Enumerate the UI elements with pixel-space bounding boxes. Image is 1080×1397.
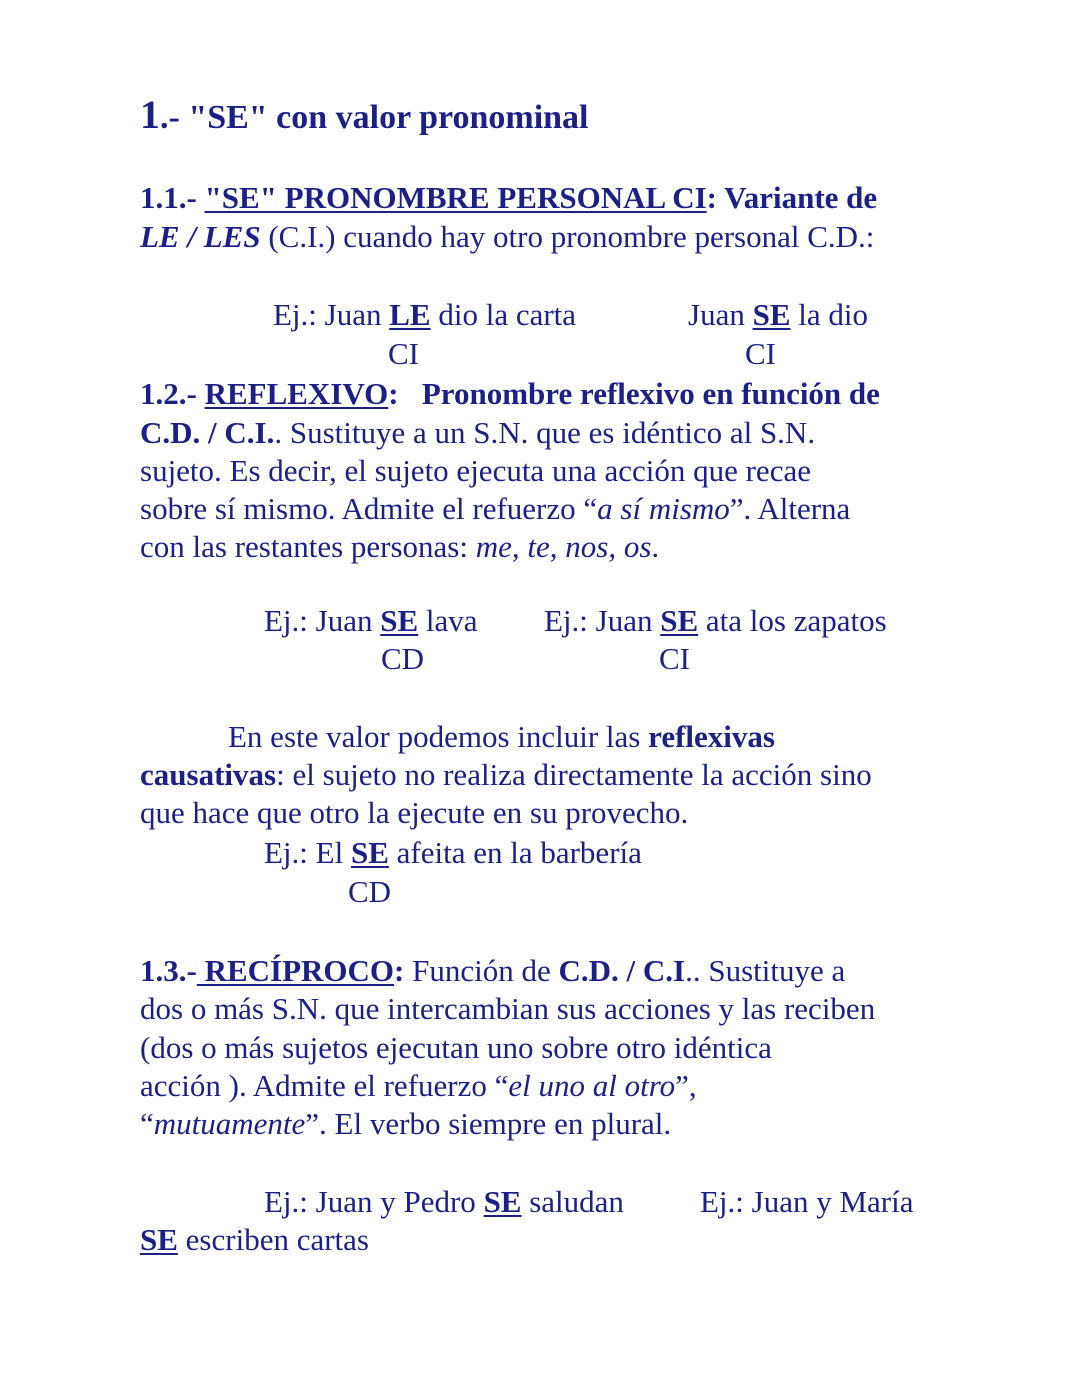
example-1-2-b-label: CI xyxy=(659,641,690,676)
subsection-1-2-line4: sobre sí mismo. Admite el refuerzo “a sí mismo”. Alterna xyxy=(140,491,851,526)
causativas-line2: causativas: el sujeto no realiza directamente la acción sino xyxy=(140,757,872,792)
causativas-line3: que hace que otro la ejecute en su provecho. xyxy=(140,795,689,830)
example-1-3-b-continued: SE escriben cartas xyxy=(140,1222,369,1257)
example-1-2-a: Ej.: Juan SE lava xyxy=(264,603,478,638)
example-1-1-a: Ej.: Juan LE dio la carta xyxy=(273,297,577,332)
section-title: 1.- "SE" con valor pronominal xyxy=(140,92,589,137)
subsection-1-3-line2: dos o más S.N. que intercambian sus acciones y las reciben xyxy=(140,991,876,1026)
causativas-line1: En este valor podemos incluir las reflexivas xyxy=(228,719,775,754)
example-1-2-a-label: CD xyxy=(381,641,425,676)
subsection-1-3-heading: 1.3.- RECÍPROCO: Función de C.D. / C.I.. Sustituye a xyxy=(140,953,846,988)
example-1-1-b: Juan SE la dio xyxy=(688,297,868,332)
subsection-1-3-line4: acción ). Admite el refuerzo “el uno al otro”, xyxy=(140,1068,697,1103)
example-1-2-b: Ej.: Juan SE ata los zapatos xyxy=(544,603,887,638)
example-1-3-b: Ej.: Juan y María xyxy=(700,1184,914,1219)
subsection-1-3-line3: (dos o más sujetos ejecutan uno sobre otro idéntica xyxy=(140,1030,772,1065)
example-causativa: Ej.: El SE afeita en la barbería xyxy=(264,835,642,870)
example-1-3-a: Ej.: Juan y Pedro SE saludan xyxy=(264,1184,624,1219)
example-1-1-b-label: CI xyxy=(745,336,776,371)
subsection-1-2-line5: con las restantes personas: me, te, nos, os. xyxy=(140,529,660,564)
subsection-1-1-line2: LE / LES (C.I.) cuando hay otro pronombre personal C.D.: xyxy=(140,219,875,254)
example-1-1-a-label: CI xyxy=(388,336,419,371)
subsection-1-2-line2: C.D. / C.I.. Sustituye a un S.N. que es idéntico al S.N. xyxy=(140,415,816,450)
example-causativa-label: CD xyxy=(348,874,392,909)
subsection-1-1-heading: 1.1.- "SE" PRONOMBRE PERSONAL CI: Variante de xyxy=(140,180,878,215)
subsection-1-2-heading: 1.2.- REFLEXIVO: Pronombre reflexivo en función de xyxy=(140,376,880,411)
subsection-1-2-line3: sujeto. Es decir, el sujeto ejecuta una acción que recae xyxy=(140,453,811,488)
subsection-1-3-line5: “mutuamente”. El verbo siempre en plural. xyxy=(140,1106,672,1141)
